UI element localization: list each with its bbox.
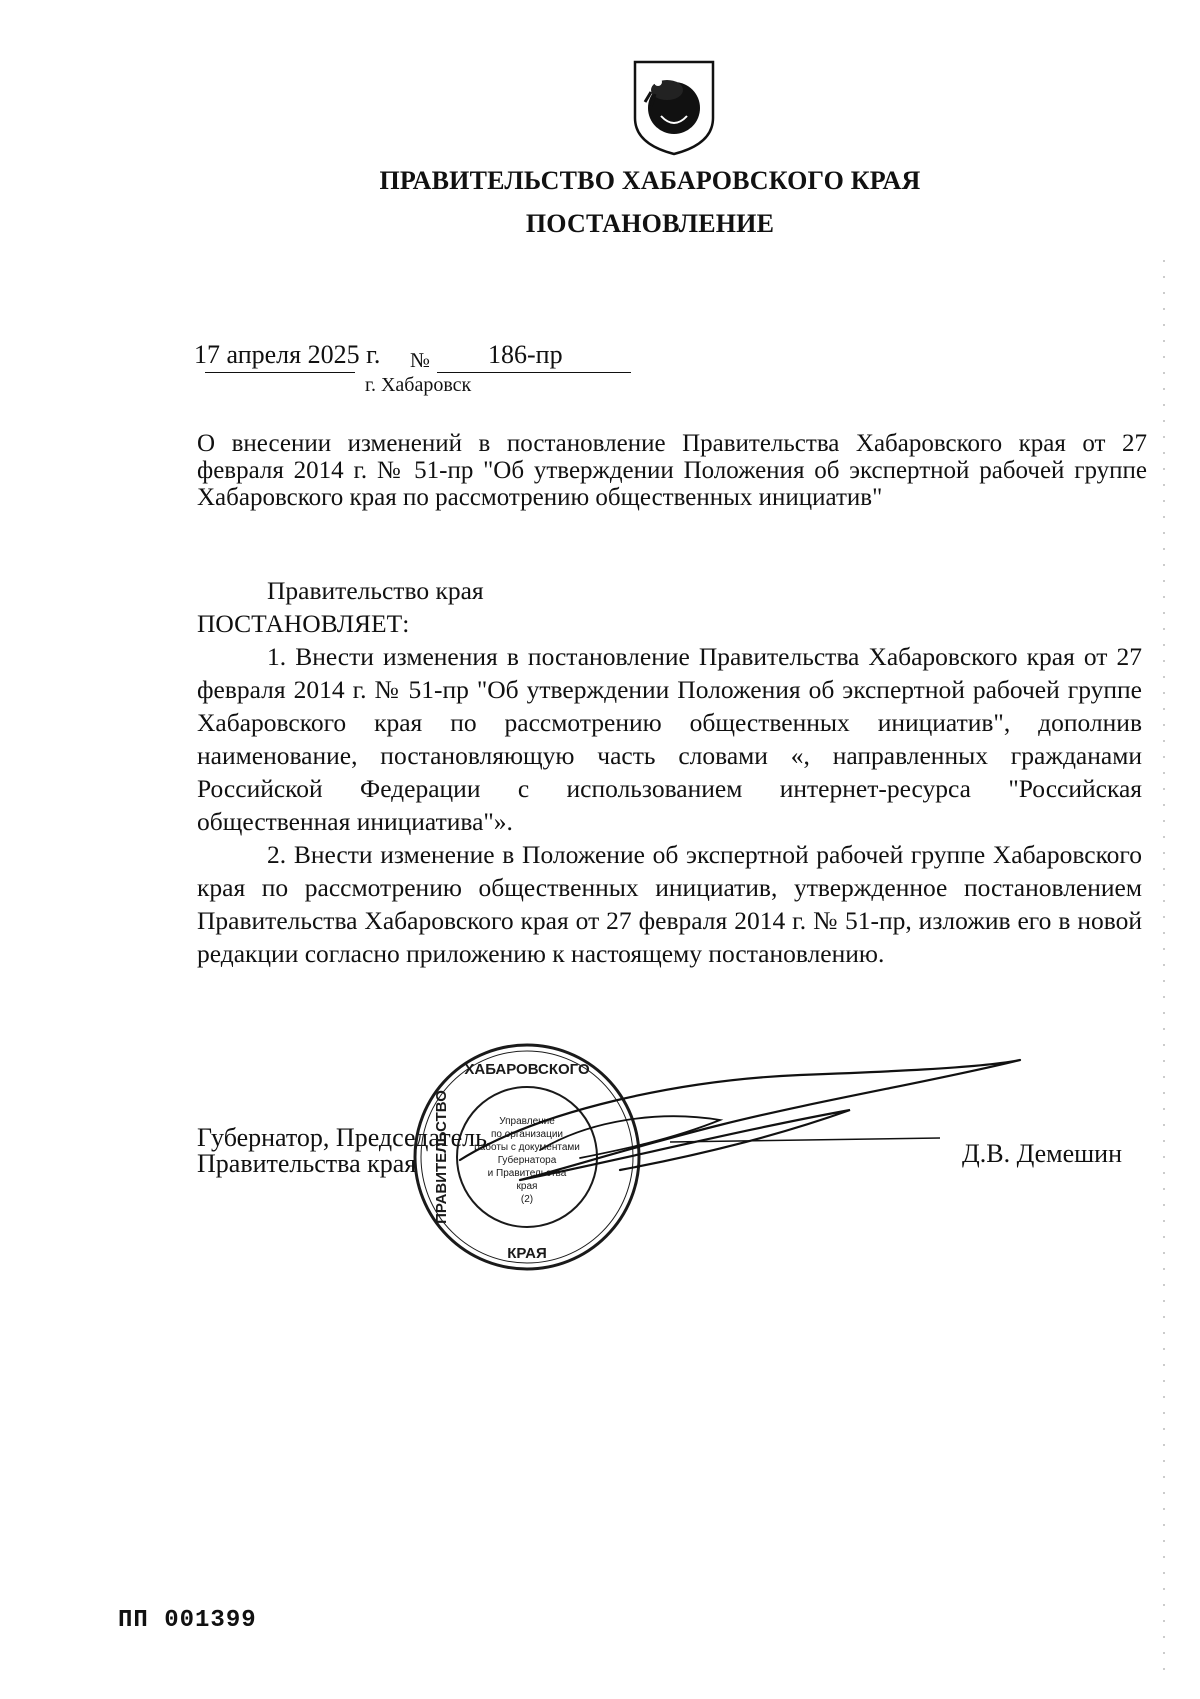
resolution-item-1: 1. Внести изменения в постановление Правительства Хабаровского края от 27 февраля 2014 г. № 51-пр "Об утверждении Положения об экспертной рабочей группе Хабаровского края по рассмотрению общественных инициатив", дополнив наименование, постановляющую часть словами «, направленных гражданами Российской Федерации с использованием интернет-ресурса "Российская общественная инициатива"». bbox=[197, 642, 1142, 836]
scan-edge-marks bbox=[1160, 260, 1168, 1680]
svg-text:Управление: Управление bbox=[499, 1116, 555, 1127]
svg-text:ПРАВИТЕЛЬСТВО: ПРАВИТЕЛЬСТВО bbox=[433, 1090, 450, 1224]
handwritten-signature bbox=[420, 1050, 1040, 1210]
resolution-item-2: 2. Внести изменение в Положение об экспертной рабочей группе Хабаровского края по рассмотрению общественных инициатив, утвержденное постановлением Правительства Хабаровского края от 27 февраля 2014 г. № 51-пр, изложив его в новой редакции согласно приложению к настоящему постановлению. bbox=[197, 840, 1142, 968]
document-subject: О внесении изменений в постановление Правительства Хабаровского края от 27 февраля 2014 г. № 51-пр "Об утверждении Положения об экспертной рабочей группе Хабаровского края по рассмотрению общественных инициатив" bbox=[197, 430, 1147, 511]
serial-number: ПП 001399 bbox=[118, 1607, 257, 1634]
organization-title: ПРАВИТЕЛЬСТВО ХАБАРОВСКОГО КРАЯ bbox=[379, 166, 921, 195]
document-number: 186-пр bbox=[488, 340, 563, 369]
svg-text:Губернатора: Губернатора bbox=[497, 1155, 557, 1166]
coat-of-arms-emblem bbox=[631, 58, 717, 156]
signer-name: Д.В. Демешин bbox=[962, 1139, 1123, 1168]
number-underline bbox=[437, 372, 631, 373]
svg-text:края: края bbox=[516, 1181, 538, 1192]
svg-text:и Правительства: и Правительства bbox=[487, 1168, 567, 1179]
number-sign: № bbox=[410, 348, 431, 372]
svg-text:работы с документами: работы с документами bbox=[474, 1142, 580, 1153]
signer-position-line-1: Губернатор, Председатель bbox=[197, 1123, 488, 1152]
svg-text:по организации: по организации bbox=[490, 1129, 564, 1140]
svg-text:ХАБАРОВСКОГО: ХАБАРОВСКОГО bbox=[464, 1061, 590, 1078]
resolves-line: ПОСТАНОВЛЯЕТ: bbox=[197, 609, 410, 638]
document-city: г. Хабаровск bbox=[365, 374, 472, 396]
date-underline bbox=[205, 372, 355, 373]
document-date: 17 апреля 2025 г. bbox=[194, 340, 381, 369]
document-body bbox=[197, 574, 1142, 970]
svg-text:КРАЯ: КРАЯ bbox=[507, 1245, 547, 1262]
svg-text:(2): (2) bbox=[520, 1194, 534, 1205]
government-line: Правительство края bbox=[267, 576, 484, 605]
document-type-title: ПОСТАНОВЛЕНИЕ bbox=[525, 209, 775, 238]
signer-position-line-2: Правительства края bbox=[197, 1149, 417, 1178]
